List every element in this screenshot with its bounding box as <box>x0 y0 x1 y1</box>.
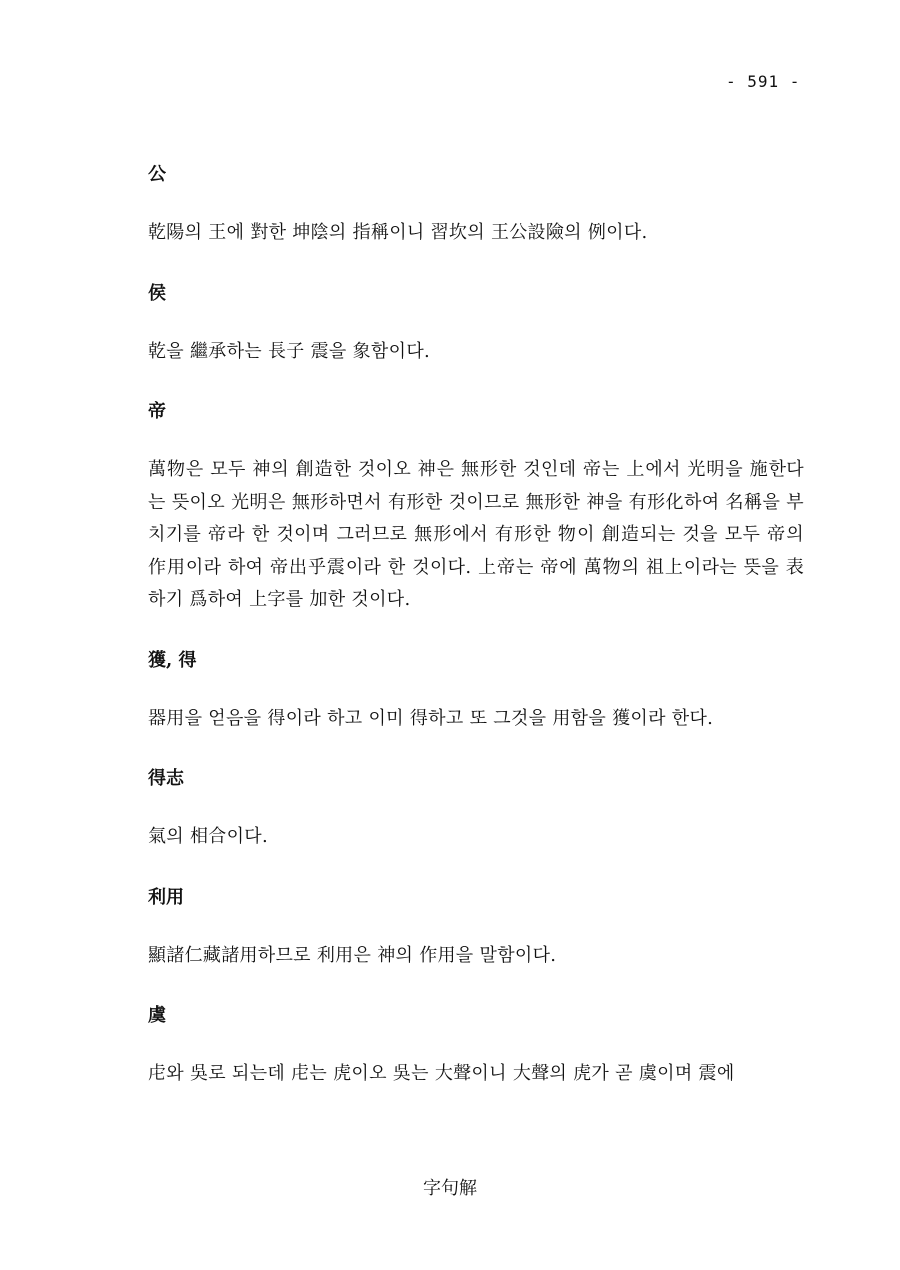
entry-term: 虞 <box>148 1005 166 1026</box>
glossary-content <box>148 160 804 1091</box>
entry-term: 帝 <box>148 401 166 422</box>
entry-definition: 虍와 吳로 되는데 虍는 虎이오 吳는 大聲이니 大聲의 虎가 곧 虞이며 震에 <box>148 1063 735 1084</box>
page-footer: 字句解 <box>423 1178 477 1199</box>
entry-term: 得志 <box>148 768 184 789</box>
entry-term: 獲, 得 <box>148 649 197 671</box>
entry-definition: 器用을 얻음을 得이라 하고 이미 得하고 또 그것을 用함을 獲이라 한다. <box>148 707 714 729</box>
page-number: - 591 - <box>726 72 801 91</box>
entry-term: 侯 <box>148 282 166 304</box>
entry-definition: 氣의 相合이다. <box>148 826 269 847</box>
entry-definition: 乾을 繼承하는 長子 震을 象함이다. <box>148 340 431 362</box>
entry-definition: 顯諸仁藏諸用하므로 利用은 神의 作用을 말함이다. <box>148 944 557 966</box>
entry-term: 公 <box>148 164 166 185</box>
entry-term: 利用 <box>148 886 184 908</box>
entry-definition: 萬物은 모두 神의 創造한 것이오 神은 無形한 것인데 帝는 上에서 光明을 施한다는 뜻이오 光明은 無形하면서 有形한 것이므로 無形한 神을 有形化하여 名稱을 부치기를 帝라 한 것이며 그러므로 無形에서 有形한 物이 創造되는 것을 모두 帝의 作用이라 하여 帝出乎震이라 한 것이다. 上帝는 帝에 萬物의 祖上이라는 뜻을 表하기 爲하여 上字를 加한 것이다. <box>148 459 804 610</box>
entry-definition: 乾陽의 王에 對한 坤陰의 指稱이니 習坎의 王公設險의 例이다. <box>148 222 648 243</box>
